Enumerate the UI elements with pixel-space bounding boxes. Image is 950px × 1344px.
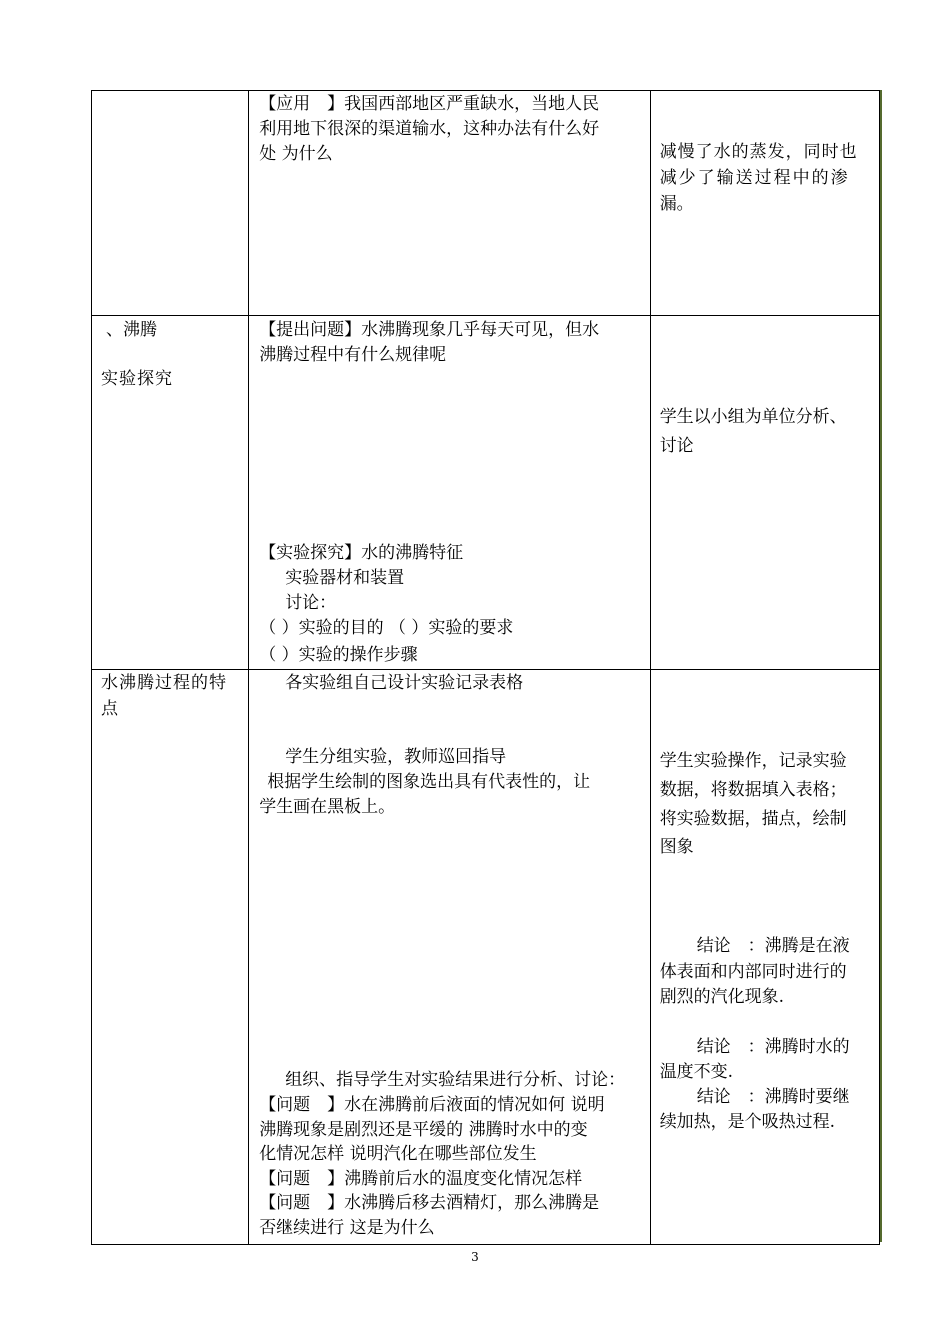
- student-activity-cell: [650, 316, 879, 670]
- text-line: （ ）实验的操作步骤: [259, 645, 418, 665]
- text-line: 实验器材和装置: [285, 568, 405, 588]
- text-line: 【问题 】沸腾前后水的温度变化情况怎样: [259, 1169, 583, 1189]
- topic-cell: [92, 670, 249, 1245]
- text-line: 各实验组自己设计实验记录表格: [285, 673, 524, 693]
- text-line: 沸腾现象是剧烈还是平缓的 沸腾时水中的变: [259, 1120, 588, 1140]
- table-row: [92, 316, 880, 670]
- text-line: 【提出问题】水沸腾现象几乎每天可见，但水: [259, 320, 600, 340]
- section-subheading: 实验探究: [101, 369, 173, 389]
- text-line: 将实验数据，描点，绘制: [659, 809, 847, 829]
- conclusion-text: 续加热，是个吸热过程.: [659, 1112, 836, 1132]
- student-activity-cell: [650, 91, 879, 316]
- section-heading: 水沸腾过程的特: [101, 673, 227, 693]
- table-row: [92, 670, 880, 1245]
- text-line: 根据学生绘制的图象选出具有代表性的，让: [267, 772, 591, 792]
- topic-cell: [92, 91, 249, 316]
- teacher-activity-cell: [249, 316, 651, 670]
- page-number: 3: [471, 1250, 479, 1264]
- text-line: 讨论：: [285, 593, 337, 613]
- text-line: 学生以小组为单位分析、: [659, 407, 847, 427]
- table-row: [92, 91, 880, 316]
- text-line: 利用地下很深的渠道输水，这种办法有什么好: [259, 119, 600, 139]
- text-line: 学生分组实验，教师巡回指导: [285, 747, 507, 767]
- section-heading: 点: [101, 699, 118, 719]
- text-line: 处 为什么: [259, 144, 333, 164]
- text-line: 【问题 】水在沸腾前后液面的情况如何 说明: [259, 1095, 605, 1115]
- text-line: 学生画在黑板上。: [259, 797, 396, 817]
- conclusion-text: 剧烈的汽化现象.: [659, 987, 785, 1007]
- conclusion-text: 结论 ：沸腾时水的: [696, 1037, 850, 1057]
- conclusion-text: 体表面和内部同时进行的: [659, 962, 847, 982]
- conclusion-text: 结论 ：沸腾时要继: [696, 1087, 850, 1107]
- text-line: 化情况怎样 说明汽化在哪些部位发生: [259, 1144, 537, 1164]
- table-right-border: [880, 90, 882, 1242]
- topic-cell: [92, 316, 249, 670]
- teacher-activity-cell: [249, 670, 651, 1245]
- conclusion-text: 结论 ：沸腾是在液: [696, 936, 850, 956]
- text-line: 否继续进行 这是为什么: [259, 1218, 435, 1238]
- text-line: 组织、指导学生对实验结果进行分析、讨论：: [285, 1070, 626, 1090]
- text-line: 讨论: [659, 436, 694, 456]
- teacher-activity-cell: [249, 91, 651, 316]
- text-line: 【应用 】我国西部地区严重缺水，当地人民: [259, 94, 600, 114]
- text-line: 图象: [659, 837, 694, 857]
- text-line: 【问题 】水沸腾后移去酒精灯，那么沸腾是: [259, 1193, 600, 1213]
- text-line: 减慢了水的蒸发，同时也: [659, 142, 858, 162]
- text-line: 数据，将数据填入表格；: [659, 780, 847, 800]
- text-line: 漏。: [659, 194, 694, 214]
- section-heading: 、沸腾: [106, 320, 157, 340]
- lesson-plan-table: [91, 90, 880, 1245]
- conclusion-text: 温度不变.: [659, 1062, 734, 1082]
- text-line: 【实验探究】水的沸腾特征: [259, 543, 464, 563]
- student-activity-cell: [650, 670, 879, 1245]
- text-line: 学生实验操作，记录实验: [659, 751, 847, 771]
- text-line: 减少了输送过程中的渗: [659, 168, 850, 188]
- text-line: （ ）实验的目的 （ ）实验的要求: [259, 618, 514, 638]
- text-line: 沸腾过程中有什么规律呢: [259, 345, 447, 365]
